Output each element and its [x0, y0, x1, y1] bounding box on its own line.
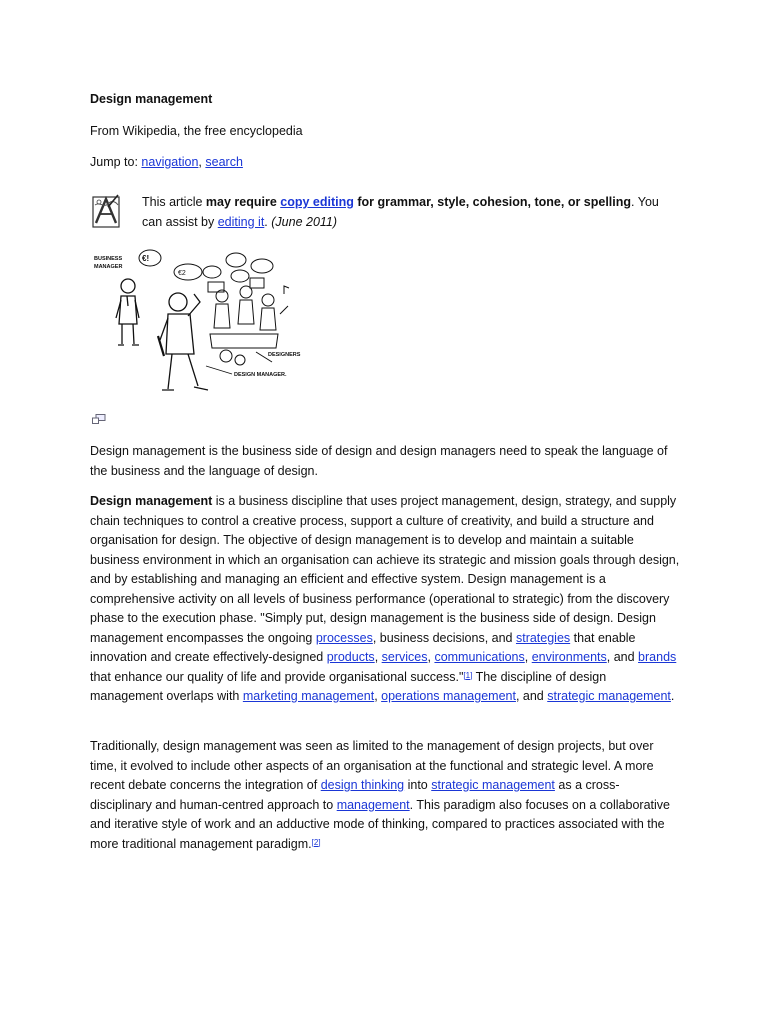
text-run: , and	[606, 650, 639, 664]
strategic-management-link[interactable]: strategic management	[431, 778, 555, 792]
notice-text-part: This article	[142, 195, 206, 209]
services-link[interactable]: services	[381, 650, 428, 664]
notice-text	[142, 193, 682, 232]
management-link[interactable]: management	[336, 797, 410, 812]
text-run: ,	[427, 650, 435, 664]
communications-link[interactable]: communications	[434, 650, 525, 664]
paragraph-history	[90, 737, 680, 854]
copy-edit-notice-icon	[90, 193, 122, 231]
jump-separator: ,	[198, 155, 206, 169]
speech-bubbles	[139, 250, 273, 282]
strategies-link[interactable]: strategies	[515, 630, 571, 645]
text-run: , and	[515, 689, 548, 703]
environments-link[interactable]: environments	[531, 650, 607, 664]
text-run: ,	[524, 650, 532, 664]
products-link[interactable]: products	[326, 650, 375, 664]
designers-label: DESIGNERS	[268, 352, 301, 358]
design-manager-arrow	[206, 366, 232, 374]
bold-term: Design management	[90, 494, 213, 508]
text-run: as a cross-disciplinary and human-centred approach to	[90, 778, 620, 812]
text-run: The discipline of design management overlaps with	[90, 669, 607, 703]
brands-link[interactable]: brands	[638, 650, 677, 664]
marketing-management-link[interactable]: marketing management	[242, 689, 375, 703]
jump-to-label: Jump to:	[90, 155, 142, 169]
page-title: Design management	[90, 92, 213, 106]
text-run: is a business discipline that uses project management, design, strategy, and supply chain techniques to control a creative process, support a culture of creativity, and build a structure and organisation for design. The objective of design management is to develop and maintain a suitable business environment in which an organisation can achieve its strategic and mission goals through design, and by establishing and managing an efficient and effective system. Design management is a comprehensive activity on all levels of business performance (operational to strategic) from the discovery phase to the execution phase. "Simply put, design management is the business side of design. Design management encompasses the ongoing	[90, 494, 680, 645]
copy-edit-notice	[90, 193, 680, 233]
navigation-link[interactable]: navigation	[141, 155, 199, 169]
paragraph-definition	[90, 492, 680, 707]
design-manager-figure	[158, 293, 208, 390]
editing-it-link[interactable]: editing it	[217, 214, 265, 229]
jump-to	[90, 155, 243, 169]
text-run: into	[404, 778, 432, 792]
text-run: , business decisions, and	[372, 630, 516, 645]
strategic-management-link[interactable]: strategic management	[547, 689, 671, 703]
design-management-illustration[interactable]	[90, 244, 305, 396]
page-subtitle: From Wikipedia, the free encyclopedia	[90, 124, 303, 138]
notice-emphasis: may require	[205, 195, 281, 209]
design-manager-label: DESIGN MANAGER.	[234, 372, 287, 378]
text-run: Traditionally, design management was seen as limited to the management of design projects, but over time, it evolved to include other aspects of an organisation at the functional and strategic level. A more recent debate concerns the integration of	[90, 739, 654, 792]
text-run: . This paradigm also focuses on a collaborative and iterative style of work and an adductive mode of thinking, compared to practices associated with the more traditional management paradigm.	[90, 797, 670, 851]
processes-link[interactable]: processes	[315, 630, 373, 645]
image-caption: Design management is the business side of design and design managers need to speak the language of the business and the language of design.	[90, 444, 668, 478]
notice-emphasis: for grammar, style, cohesion, tone, or spelling	[353, 195, 632, 209]
manager-label: MANAGER	[94, 264, 123, 270]
text-run: .	[670, 689, 675, 703]
enlarge-icon[interactable]	[92, 414, 106, 424]
copy-editing-link[interactable]: copy editing	[280, 195, 354, 209]
reference-1-link[interactable]: [1]	[463, 670, 473, 680]
design-thinking-link[interactable]: design thinking	[320, 778, 405, 792]
operations-management-link[interactable]: operations management	[381, 689, 516, 703]
text-run: that enhance our quality of life and provide organisational success."	[90, 669, 464, 684]
notice-date: (June 2011)	[271, 214, 338, 229]
text-run: ,	[374, 650, 382, 664]
business-label: BUSINESS	[94, 256, 123, 262]
search-link[interactable]: search	[205, 155, 243, 169]
text-run: that enable innovation and create effectively-designed	[90, 630, 636, 664]
text-run: ,	[374, 689, 382, 703]
bubble-cost-text: €2	[178, 270, 186, 277]
bubble-euro-text: €!	[142, 254, 150, 263]
reference-2-link[interactable]: [2]	[311, 837, 321, 847]
notice-text-part: .	[264, 214, 272, 229]
notice-text-part: . You can assist by	[142, 195, 659, 229]
business-manager-figure	[116, 279, 139, 345]
